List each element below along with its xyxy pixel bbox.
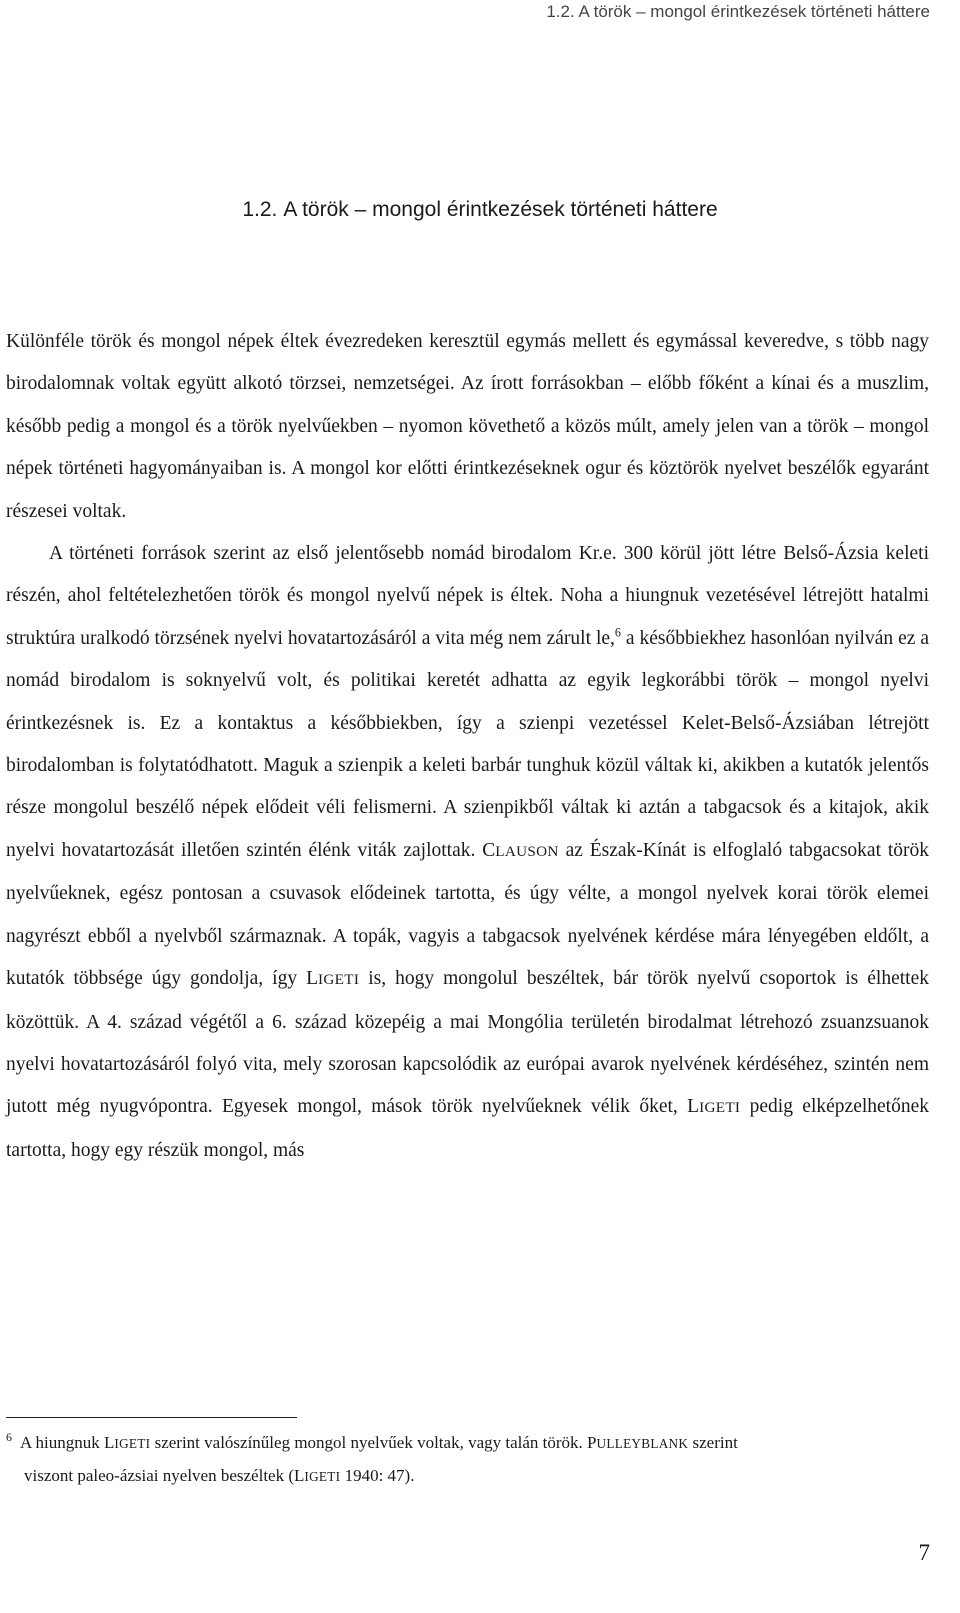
paragraph-2-text-d: is, hogy mongolul beszéltek, bár török nyelvű csoportok is élhettek közöttük. A 4. század végétől a 6. század közepéig a mai Mongólia területén birodalmat létrehozó zsuanzsuanok nyelvi hovatartozásáról folyó vita, mely szorosan kapcsolódik az európai avarok nyelvének kérdéséhez, szintén nem jutott még nyugvópontra. Egyesek mongol, mások török nyelvűeknek vélik őket, <box>6 968 929 1118</box>
paragraph-2 <box>6 533 929 1172</box>
author-name-ligeti: LIGETI <box>687 1096 741 1118</box>
running-header: 1.2. A török – mongol érintkezések történeti háttere <box>546 2 930 21</box>
author-name-ligeti: LIGETI <box>294 1466 341 1485</box>
footnote-line-2: viszont paleo-ázsiai nyelven beszéltek (LIGETI 1940: 47). <box>24 1466 415 1485</box>
footnote-reference[interactable]: 6 <box>614 625 621 640</box>
paragraph-2-text-a: A történeti források szerint az első jelentősebb nomád birodalom Kr.e. 300 körül jött létre Belső-Ázsia keleti részén, ahol feltételezhetően török és mongol nyelvű népek is éltek. Noha a hiungnuk vezetésével létrejött hatalmi struktúra uralkodó törzsének nyelvi hovatartozásáról a vita még nem zárult le, <box>6 543 929 649</box>
section-title-text: A török – mongol érintkezések történeti háttere <box>283 198 718 221</box>
author-name-ligeti: LIGETI <box>306 968 360 990</box>
section-number: 1.2. <box>242 198 278 221</box>
paragraph-2-text-b: a későbbiekhez hasonlóan nyilván ez a nomád birodalom is soknyelvű volt, és politikai keretét adhatta az egyik legkorábbi török – mongol nyelvi érintkezésnek is. Ez a kontaktus a későbbiekben, így a szienpi vezetéssel Kelet-Belső-Ázsiában létrejött birodalomban is folytatódhatott. Maguk a szienpik a keleti barbár tunghuk közül váltak ki, akikben a kutatók jelentős része mongolul beszélő népek elődeit véli felismerni. A szienpikből váltak ki aztán a tabgacsok és a kitajok, akik nyelvi hovatartozását illetően szintén élénk viták zajlottak. <box>6 627 929 861</box>
author-name-pulleyblank: PULLEYBLANK <box>587 1433 689 1452</box>
author-name-clauson: CLAUSON <box>482 839 559 861</box>
paragraph-2-text-e: pedig elképzelhetőnek tartotta, hogy egy részük mongol, más <box>6 1096 929 1161</box>
footnote-separator <box>6 1417 297 1418</box>
footnote <box>6 1427 929 1493</box>
footnote-line-1: $^6$ A hiungnuk LIGETI szerint valószínűleg mongol nyelvűek voltak, vagy talán török. PULLEYBLANK szerint <box>6 1430 738 1452</box>
author-name-ligeti: LIGETI <box>104 1433 151 1452</box>
body-text <box>6 321 929 1172</box>
paragraph-1 <box>6 321 929 533</box>
page-number: 7 <box>918 1540 930 1565</box>
footnote-number: 6 <box>6 1430 12 1445</box>
section-title <box>0 198 960 222</box>
paragraph-1-text: Különféle török és mongol népek éltek évezredeken keresztül egymás mellett és egymással keveredve, s több nagy birodalomnak voltak együtt alkotó törzsei, nemzetségei. Az írott forrásokban – előbb főként a kínai és a muszlim, később pedig a mongol és a török nyelvűekben – nyomon követhető a közös múlt, amely jelen van a török – mongol népek történeti hagyományaiban is. A mongol kor előtti érintkezéseknek ogur és köztörök nyelvet beszélők egyaránt részesei voltak. <box>6 331 929 522</box>
paragraph-2-text-c: az Észak-Kínát is elfoglaló tabgacsokat török nyelvűeknek, egész pontosan a csuvasok elődeinek tartotta, és úgy vélte, a mongol nyelvek korai török elemei nagyrészt ebből a nyelvből származnak. A topák, vagyis a tabgacsok nyelvének kérdése mára lényegében eldőlt, a kutatók többsége úgy gondolja, így <box>6 839 929 990</box>
